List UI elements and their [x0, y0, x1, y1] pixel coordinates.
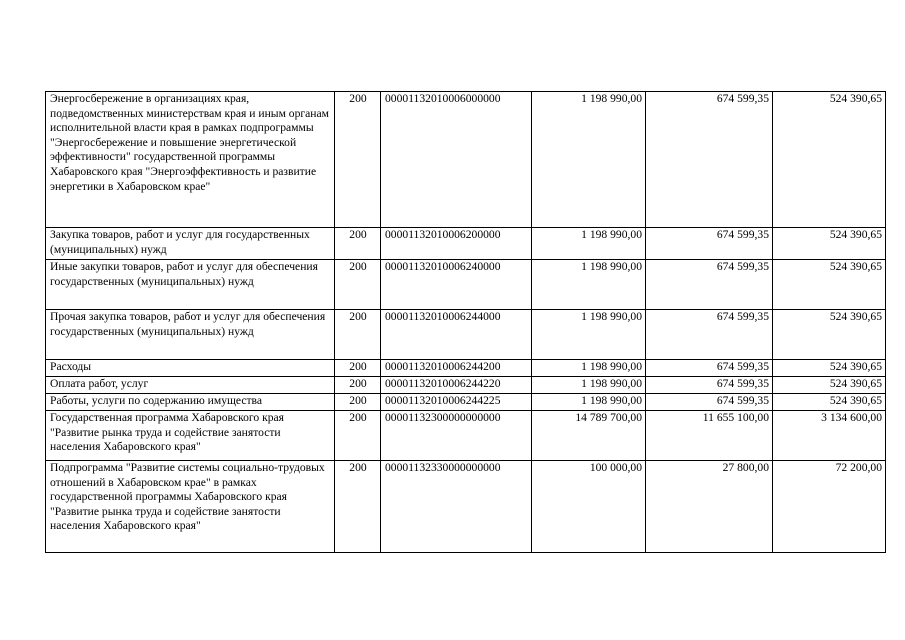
row-line-code: 200	[335, 92, 381, 228]
row-name: Закупка товаров, работ и услуг для государственных (муниципальных) нужд	[46, 228, 335, 260]
row-budget-classification-code: 00001132010006244220	[381, 377, 532, 394]
row-line-code: 200	[335, 394, 381, 411]
row-approved-amount: 1 198 990,00	[532, 260, 646, 310]
row-budget-classification-code: 00001132010006244225	[381, 394, 532, 411]
row-budget-classification-code: 00001132010006000000	[381, 92, 532, 228]
row-budget-classification-code: 00001132010006240000	[381, 260, 532, 310]
row-line-code: 200	[335, 310, 381, 360]
table-row	[46, 377, 886, 394]
row-approved-amount: 1 198 990,00	[532, 394, 646, 411]
row-line-code: 200	[335, 260, 381, 310]
row-remaining-amount: 524 390,65	[773, 377, 886, 394]
row-executed-amount: 27 800,00	[646, 461, 773, 553]
table-row	[46, 228, 886, 260]
row-name: Оплата работ, услуг	[46, 377, 335, 394]
row-name: Иные закупки товаров, работ и услуг для обеспечения государственных (муниципальных) нужд	[46, 260, 335, 310]
row-name: Прочая закупка товаров, работ и услуг для обеспечения государственных (муниципальных) нужд	[46, 310, 335, 360]
row-line-code: 200	[335, 360, 381, 377]
row-executed-amount: 674 599,35	[646, 260, 773, 310]
row-budget-classification-code: 00001132010006200000	[381, 228, 532, 260]
row-remaining-amount: 72 200,00	[773, 461, 886, 553]
row-budget-classification-code: 00001132300000000000	[381, 411, 532, 461]
row-line-code: 200	[335, 377, 381, 394]
table-row	[46, 461, 886, 553]
row-executed-amount: 11 655 100,00	[646, 411, 773, 461]
row-approved-amount: 1 198 990,00	[532, 92, 646, 228]
row-approved-amount: 1 198 990,00	[532, 310, 646, 360]
row-executed-amount: 674 599,35	[646, 228, 773, 260]
row-remaining-amount: 524 390,65	[773, 260, 886, 310]
row-budget-classification-code: 00001132010006244000	[381, 310, 532, 360]
row-remaining-amount: 524 390,65	[773, 310, 886, 360]
row-budget-classification-code: 00001132330000000000	[381, 461, 532, 553]
row-remaining-amount: 3 134 600,00	[773, 411, 886, 461]
row-approved-amount: 1 198 990,00	[532, 360, 646, 377]
row-executed-amount: 674 599,35	[646, 377, 773, 394]
row-name: Государственная программа Хабаровского края "Развитие рынка труда и содействие занятости населения Хабаровского края"	[46, 411, 335, 461]
row-approved-amount: 100 000,00	[532, 461, 646, 553]
row-executed-amount: 674 599,35	[646, 310, 773, 360]
row-executed-amount: 674 599,35	[646, 360, 773, 377]
row-budget-classification-code: 00001132010006244200	[381, 360, 532, 377]
table-row	[46, 394, 886, 411]
budget-execution-table	[45, 91, 886, 553]
table-row	[46, 360, 886, 377]
row-name: Работы, услуги по содержанию имущества	[46, 394, 335, 411]
row-line-code: 200	[335, 461, 381, 553]
table-row	[46, 310, 886, 360]
row-line-code: 200	[335, 411, 381, 461]
table-row	[46, 92, 886, 228]
row-remaining-amount: 524 390,65	[773, 360, 886, 377]
row-approved-amount: 14 789 700,00	[532, 411, 646, 461]
row-remaining-amount: 524 390,65	[773, 394, 886, 411]
row-name: Подпрограмма "Развитие системы социально-трудовых отношений в Хабаровском крае" в рамках государственной программы Хабаровского края "Развитие рынка труда и содействие занятости населения Хабаровского края"	[46, 461, 335, 553]
row-remaining-amount: 524 390,65	[773, 92, 886, 228]
row-name: Расходы	[46, 360, 335, 377]
row-approved-amount: 1 198 990,00	[532, 377, 646, 394]
row-approved-amount: 1 198 990,00	[532, 228, 646, 260]
row-name: Энергосбережение в организациях края, подведомственных министерствам края и иным органам исполнительной власти края в рамках подпрограммы "Энергосбережение и повышение энергетической эффективности" государственной программы Хабаровского края "Энергоэффективность и развитие энергетики в Хабаровском крае"	[46, 92, 335, 228]
table-row	[46, 411, 886, 461]
row-line-code: 200	[335, 228, 381, 260]
row-executed-amount: 674 599,35	[646, 92, 773, 228]
row-executed-amount: 674 599,35	[646, 394, 773, 411]
table-row	[46, 260, 886, 310]
row-remaining-amount: 524 390,65	[773, 228, 886, 260]
